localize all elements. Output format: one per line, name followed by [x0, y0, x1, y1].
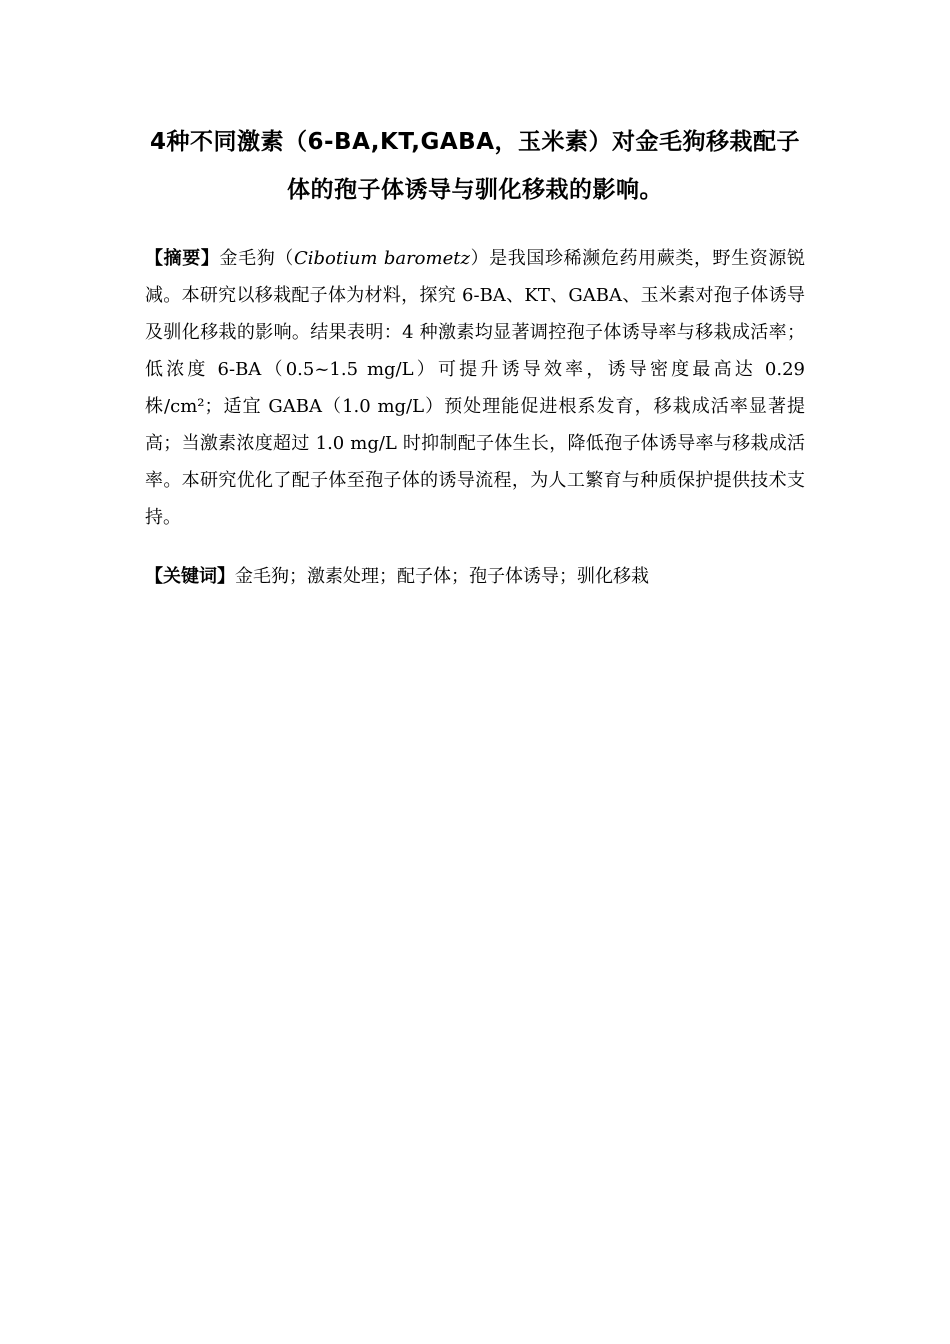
abstract-text-start: 金毛狗（ — [219, 248, 294, 269]
abstract-label: 【摘要】 — [145, 248, 220, 269]
abstract-text-body: ）是我国珍稀濒危药用蕨类，野生资源锐减。本研究以移栽配子体为材料，探究 6-BA、KT、GABA、玉米素对孢子体诱导及驯化移栽的影响。结果表明：4 种激素均显著调控孢子体诱导率与移栽成活率；低浓度 6-BA（0.5~1.5 mg/L）可提升诱导效率，诱导密度最高达 0.29 株/cm²；适宜 GABA（1.0 mg/L）预处理能促进根系发育，移栽成活率显著提高；当激素浓度超过 1.0 mg/L 时抑制配子体生长，降低孢子体诱导率与移栽成活率。本研究优化了配子体至孢子体的诱导流程，为人工繁育与种质保护提供技术支持。 — [145, 248, 806, 528]
keywords-text: 金毛狗；激素处理；配子体；孢子体诱导；驯化移栽 — [235, 566, 649, 587]
abstract-latin-name: Cibotium barometz — [293, 248, 470, 269]
document-title — [120, 118, 830, 214]
keywords-label: 【关键词】 — [145, 566, 235, 587]
title-line-1: 4种不同激素（6-BA,KT,GABA，玉米素）对金毛狗移栽配子 — [149, 129, 801, 155]
keywords-paragraph — [145, 558, 805, 595]
title-line-2: 体的孢子体诱导与驯化移栽的影响。 — [287, 177, 663, 203]
abstract-paragraph — [145, 240, 805, 536]
